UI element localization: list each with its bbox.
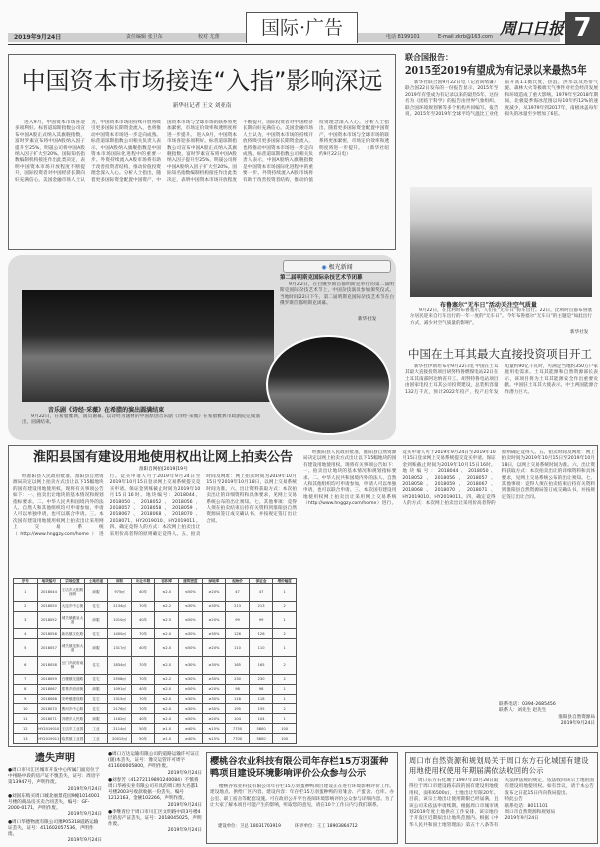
lead-body [15,120,389,244]
table-cell: 20015㎡ [108,734,132,744]
table-cell: 2018059 [37,674,61,684]
lead-text: 进入9月，中国资本市场喜迎多项利好。标普道琼斯指数公司宣布中国A股正式纳入其旗舰指数，富时罗素宣布将中国A股纳入因子提升至25%，明晟公司将中国A股纳入因子扩大至20%。国际知名指数编制机构接连作出此类决定，表明中国资本市场开放程度不断提升，国际投资者对中国经济长期向好充满信心。美国金融市场人士认为，中国资本市场的持续开放将吸引更多国际长期资金流入，也将推动中国资本市场进一步走向成熟。标普道琼斯指数公司相关负责人表示，中国A股纳入旗舰指数是中国资本市场国际化进程中的重要一步。外资持续流入A股市场将有助于改善投资者结构，推动价值投资理念深入人心。分析人士指出，随着更多国际资金配置中国资产，中国资本市场与全球市场的联系将更加紧密，市场定价效率和透明度将进一步提升。 [15,120,237,183]
table-cell: 2 [273,704,297,714]
table-cell: 110 [226,639,250,657]
lost-notice-item [8,768,102,793]
email: E-mail zkrb@163.com [438,34,493,40]
lost-column-2 [108,752,202,847]
lost-notice-date: 2019年9月24日 [67,786,102,792]
lead-headline: 中国资本市场接连“入指”影响深远 [21,67,383,95]
auction-body-right: 经淮阳县人民政府批准，淮阳县自然资源局决定以网上拍卖方式出让以下15幅地块的国有建设用地使用权。现将有关事项公告如下：一、拍卖出让地块的基本情况和规划指标要求。二、中华人民共和国境内外的法人、自然人和其他组织均可申请参加，申请人可以单独申请，也可以联合申请。三、本次国有建设用地使用权网上拍卖出让采用网上交易系统（http://www.hnggzy.com/home）进行。竞买申请人可于2019年9月24日至2019年10月15日登录网上交易系统提交竞买申请。保证金到账截止时间为2019年10月15日16时。地块编号：2018044、2018050、2018052、2018056、2018057、2018058、2018059、2018067、2018068、2018070、2018071、HY2019010、HY2019011。四、确定竞得人的方式：本次网上拍卖出让采用价高者得的原则确定竞得人。五、拍卖时间及网址：网上拍卖时间为2019年10月15日至2019年10月18日，以网上交易系统时间为准。六、出让资料获取方式：本次拍卖出让的详细资料和具体要求，见网上交易系统公布的出让须知。七、其他事项：竞得人须在拍卖结束后持有关资料到淮阳县自然资源局签订成交确认书，并按规定签订出让合同。 [303,450,595,507]
table-header-cell: 起始价 [226,579,250,584]
table-cell: 1010㎡ [108,611,132,629]
section-title: 国际·广告 [246,12,358,43]
duck-body: 樱桃谷农业科技有限公司年存栏15万羽蛋种鸭项目建设正在进行环境影响评价工作。建设地点、供给厂区内容、建设内容：年存栏15万羽蛋种鸭的育雏舍、产蛋舍、仓库、办公室、职工宿舍等配套设施。可在政府公开平台查阅环境影响评价公众参与详细内容。为了让大家了解本项目可能产生的影响，听取您的意见，请在10个工作日内与我们联系。 [210,784,394,809]
table-cell: 郑集乡府前街 [61,684,85,694]
table-cell: 4 [14,629,38,639]
table-cell: 2176㎡ [108,704,132,714]
table-cell: 商服 [84,611,108,629]
table-cell: 13 [14,734,38,744]
table-cell: 8 [14,684,38,694]
editor: 责任编辑 张卫东 [126,34,163,40]
table-cell: 975㎡ [108,584,132,602]
table-cell: 195 [226,704,250,714]
table-cell: 104 [249,714,273,724]
table-cell: 99 [226,611,250,629]
table-header-cell: 序号 [14,579,38,584]
news-badge [283,260,391,273]
badge-logo-icon: ◉ [321,264,329,271]
header-rule [8,44,600,45]
table-cell: 2114㎡ [108,724,132,734]
table-cell: 1 [273,584,297,602]
table-cell: ≤30% [179,657,203,675]
table-cell: 40年 [131,714,155,724]
table-cell: 7 [14,674,38,684]
issue-date: 2019年9月24日 [14,34,62,41]
turkey-headline: 中国在土耳其最大直接投资项目开工 [408,347,592,361]
auction-phone: 联系电话：0394-2685456 [499,702,556,707]
duck-contact-builder: 建设单位：卫总 18031703919 [218,824,281,829]
table-cell: ≥30% [202,657,226,675]
lost-notice-text: ●周口万达运输有限公司的道路运输许可证正(副)本丢失，证号：豫交运管许可周字411600005800，声明作废。 [108,752,200,770]
table-header-cell: 容积率 [155,579,179,584]
table-cell: 70年 [131,694,155,704]
table-cell: 住宅 [84,674,108,684]
table-cell: 2018067 [37,684,61,694]
table-cell: 商服 [84,684,108,694]
table-cell: 70年 [131,674,155,684]
table-body [14,584,297,744]
table-header-cell: 面积 [108,579,132,584]
table-cell: ≥30% [202,674,226,684]
lead-byline: 新华社记者 王文 刘亚南 [172,103,232,109]
table-cell: ≤2.0 [155,639,179,657]
table-header-cell: 保证金 [249,579,273,584]
table-cell: ≥30% [202,704,226,714]
table-cell: 2018071 [37,714,61,724]
table-cell: 1315㎡ [108,694,132,704]
table-cell: 99 [249,611,273,629]
turkey-body: 新华社伊斯坦布尔9月22日电 中国在土耳其最大直接投资项目胡努特鲁燃煤电站22日在土耳其南部阿达纳省开工。胡努特鲁电站项目由国家电投土耳其公司投资建设，总装机容量132万千瓦，预计2022年投产，投产后年发电量约90亿千瓦时，可满足当地约350万户家庭用电需求。土耳其能源和自然资源部长表示，该项目将为土耳其能源安全作出重要贡献。中国驻土耳其大使表示，中土两国能源合作潜力巨大。 [405,364,598,395]
page-number: 7 [565,12,600,44]
zhoukou-date: 2019年9月24日 [504,816,539,822]
table-cell: ≥20% [202,584,226,602]
table-cell: 213 [249,601,273,611]
table-cell: ≤2.0 [155,657,179,675]
table-cell: 3 [14,611,38,629]
lost-notice-date: 2019年9月24日 [67,838,102,844]
table-cell: ≥1.0 [155,734,179,744]
table-cell: 118 [249,694,273,704]
table-cell: 大连乡中心街 [61,601,85,611]
table-cell: 2018068 [37,694,61,704]
table-cell: 40年 [131,639,155,657]
table-cell: 2 [273,674,297,684]
table-cell: 住宅 [84,657,108,675]
table-cell: 5800 [249,724,273,734]
lost-notice-text: ●李继青位于周口市川汇区文明路中段3号楼4层的房产证丢失，证号：2018045025，声明作废。 [108,809,202,828]
lead-article [8,54,396,250]
table-cell: 50年 [131,734,155,744]
table-cell: 165 [226,657,250,675]
table-row [14,694,297,704]
duck-title: 樱桃谷农业科技有限公司年存栏15万羽蛋种鸭项目建设环境影响评价公众参与公示 [210,756,389,779]
table-cell: ≤50% [179,684,203,694]
table-row [14,724,297,734]
table-row [14,684,297,694]
table-cell: 1162㎡ [108,714,132,724]
zhoukou-text: 周口东方石化城于1997年10月28日取得位于周口市建设路东段的国有建设用地使用权，面积6500㎡，土地出让年限20年。目前，该宗土地出让使用期限已经届满，且该公司未依法申请续期。根据周口市城市规划2019年度土地供应工作安排，该宗地位于开发区近期拟出让地块范围内。根据《中华人民共和国土地管理法》第五十八条等有关法律法规的规定，依法收回该宗土地的国有建设用地使用权。如有异议，请于本公告发布之日起15日内向我局提出。 [409,778,594,828]
auction-date: 2019年9月24日 [560,721,595,727]
lost-notice-text: ●周口市川汇区城市开发中心所属门面房位于中州路中段的房产证不慎丢失，证号：周房字第13947号，声明作废。 [8,768,100,786]
table-cell: 98 [249,684,273,694]
auction-table [13,578,297,744]
table-cell: ≤30% [179,629,203,639]
table-cell: 40年 [131,611,155,629]
table-cell: 工业 [84,724,108,734]
table-cell: 城关镇羲皇大道 [61,611,85,629]
bike-caption: 9月22日，在比利时布鲁塞尔，人们在“无车日”骑车出行。22日，比利时首都布鲁塞尔居民迎来自行车出行的一年一度的“无车日”。今年布鲁塞尔“无车日”的主题是“如此出行方式，减少对空气质量的影响”。 [410,308,592,326]
table-cell: ≤2.2 [155,674,179,684]
table-cell: 2 [14,601,38,611]
table-cell: 70年 [131,629,155,639]
table-header-cell: 出让年限 [131,579,155,584]
table-cell: 70年 [131,657,155,675]
table-row [14,714,297,724]
table-cell: HY2019011 [37,734,61,744]
table-cell: 商服 [84,639,108,657]
table-cell: 5 [14,639,38,657]
photo-feature [8,255,396,440]
table-cell: 70年 [131,601,155,611]
table-cell: ≥40% [179,724,203,734]
auction-notice [8,445,598,747]
table-cell: 230 [226,674,250,684]
table-cell: ≥30% [202,601,226,611]
table-cell: 1317㎡ [108,639,132,657]
lost-notice-item [108,778,202,809]
table-cell: ≤50% [179,639,203,657]
lost-notice-date: 2019年9月24日 [67,812,102,818]
table-cell: 1 [273,714,297,724]
table-cell: ≤2.0 [155,684,179,694]
table-cell: ≤2.0 [155,694,179,704]
table-cell: 临蔡镇工业园 [61,734,85,744]
table-cell: 110 [249,639,273,657]
table-cell: ≤50% [179,714,203,724]
table-cell: 165 [249,657,273,675]
lost-notices [8,752,202,847]
side-title: 第二届明斯克国际杂技艺术节闭幕 [280,275,363,281]
zhoukou-phone: 联系电话：8011101 [504,803,548,809]
table-cell: ≤30% [179,674,203,684]
table-cell: 100 [273,734,297,744]
table-cell: 2018070 [37,704,61,714]
table-header-cell: 建筑密度 [179,579,203,584]
table-cell: 1 [273,684,297,694]
bike-caption-title: 布鲁塞尔“无车日”活动关注空气质量 [440,302,537,309]
lost-notice-date: 2019年9月24日 [167,770,202,776]
side-text: 9月22日，在白俄罗斯首都明斯克举行的第二届明斯克国际杂技艺术节上，中国杂技演员参加颁奖仪式。当地时间22日下午，第二届明斯克国际杂技艺术节在白俄罗斯首都明斯克闭幕。 [280,282,394,307]
table-cell: 王店乡大阳路西侧 [61,584,85,602]
table-row [14,584,297,602]
table-cell: ≥20% [202,639,226,657]
table-cell: ≤2.0 [155,629,179,639]
table-cell: ≤2.0 [155,704,179,714]
table-cell: ≤2.0 [155,714,179,724]
table-cell: ≤30% [179,601,203,611]
table-cell: 2134㎡ [108,601,132,611]
bike-credit: 新华社发 [570,330,589,335]
phone: 电话 8199101 [386,34,420,40]
zhoukou-title: 周口市自然资源和规划局关于周口东方石化城国有建设用地使用权使用年期届满依法收回的公示 [409,756,589,775]
auction-org: 淮阳县自然资源局 [558,714,595,720]
table-cell: 2018044 [37,584,61,602]
table-cell: ≥40% [179,734,203,744]
table-header-cell: 绿地率 [202,579,226,584]
table-cell: 213 [226,601,250,611]
table-row [14,629,297,639]
table-cell: 10 [14,704,38,714]
zhoukou-body [409,778,594,840]
table-cell: ≥1.0 [155,724,179,734]
feature-caption-title: 音乐剧《诗经·采薇》在希腊的演出圆满结束 [48,407,165,414]
proofreader: 校对 尤蕾 [198,34,220,40]
table-cell: ≥30% [202,629,226,639]
table-cell: 7700 [226,734,250,744]
table-cell: 豆门乡政府南侧 [61,657,85,675]
table-cell: 47 [226,584,250,602]
lost-notice-text: ●刘春芳（41272119891240084）不慎将周口华裕实业有限公司开具的周口恒大名都1号楼2003号收款收据一份丢失，编号1212163，金额102266，声明作废。 [108,777,199,802]
table-header-cell: 土地用途 [84,579,108,584]
table-cell: 曹河乡中心路 [61,704,85,714]
table-row [14,674,297,684]
table-cell: 商服 [84,714,108,724]
table-cell: 安岭镇建设路 [61,694,85,704]
table-row [14,639,297,657]
table-cell: ≥20% [202,611,226,629]
table-cell: ≥20% [202,684,226,694]
table-cell: 住宅 [84,694,108,704]
lost-notice-item [108,752,202,777]
table-cell: 住宅 [84,601,108,611]
table-cell: 118 [226,694,250,704]
table-cell: 2 [273,657,297,675]
lost-notice-text: ●刘国东购买周口城北丽景花园9幢1014001号楼的商品房买卖合同丢失，编号：GF-2000-0171，声明作废。 [8,793,100,812]
auction-contact [499,702,595,728]
table-cell: 5800 [249,734,273,744]
table-cell: ≤15% [202,724,226,734]
lost-title: 遗失声明 [35,753,75,764]
un-body: 新华社联合国9月22日电（记者尚绪谦）联合国22日发布的一份报告显示，2015年至2019年有望成为有记录以来的最热5年。这份名为《团结于科学》的报告由世界气象组织、联合国环境规划署等多个机构共同编写。报告说，2015年至2019年全球平均气温比工业化前升高1.1摄氏度，热浪、洪水以及热带气旋、森林大火等极端天气事件对社会经济发展和环境造成了重大影响。1979年至2018年期间，北极夏季海冰范围以每10年约12%的速度减少，从1979年到2017年，南极冰盖每年损失的冰量至少增加了6倍。 [405,80,598,118]
table-cell: ≤50% [179,584,203,602]
table-cell: 住宅 [84,704,108,714]
table-cell: 11 [14,714,38,724]
bike-photo [410,187,592,297]
badge-label: 极光新闻 [328,264,353,271]
table-cell: 98 [226,684,250,694]
table-cell: 王店乡工业园 [61,724,85,734]
auction-body-left: 经淮阳县人民政府批准，淮阳县自然资源局决定以网上拍卖方式出让以下15幅地块的国有建设用地使用权。现将有关事项公告如下：一、拍卖出让地块的基本情况和规划指标要求。二、中华人民共和国境内外的法人、自然人和其他组织均可申请参加，申请人可以单独申请，也可以联合申请。三、本次国有建设用地使用权网上拍卖出让采用网上交易系统（http://www.hnggzy.com/home）进行。竞买申请人可于2019年9月24日至2019年10月15日登录网上交易系统提交竞买申请。保证金到账截止时间为2019年10月15日16时。地块编号：2018044、2018050、2018052、2018056、2018057、2018058、2018059、2018067、2018068、2018070、2018071、HY2019010、HY2019011。四、确定竞得人的方式：本次网上拍卖出让采用价高者得的原则确定竞得人。五、拍卖时间及网址：网上拍卖时间为2019年10月15日至2019年10月18日，以网上交易系统时间为准。六、出让资料获取方式：本次拍卖出让的详细资料和具体要求，见网上交易系统公布的出让须知。七、其他事项：竞得人须在拍卖结束后持有关资料到淮阳县自然资源局签订成交确认书，并按规定签订出让合同。 [13,474,297,537]
table-cell: 2018058 [37,657,61,675]
table-row [14,734,297,744]
side-credit: 新华社发 [358,317,377,322]
table-cell: ≤50% [179,611,203,629]
duck-contact-evaluator: 环评单位：王工 18903864712 [294,824,358,829]
lost-notice-item [8,820,102,845]
table-cell: 40年 [131,584,155,602]
table-cell: ≤30% [179,694,203,704]
lost-notice-item [108,810,202,835]
newspaper-logo: 周口日报 [500,19,565,38]
table-cell: ≤15% [202,734,226,744]
table-cell: 47 [249,584,273,602]
feature-caption: 9月22日，在希腊雅典，演员谢幕。以诗经为题材的中国原创音乐剧《诗经·采薇》在希腊雅典市政剧院完成演出，圆满结束。 [22,414,260,426]
table-cell: 1 [273,639,297,657]
table-cell: ≤2.5 [155,611,179,629]
table-cell: 冯塘乡人民路 [61,714,85,724]
zhoukou-org: 周口市自然资源和规划局 [504,810,556,816]
un-kicker: 联合国报告： [405,52,453,62]
table-cell: 新站镇文化路 [61,629,85,639]
table-header-cell: 增价幅度 [273,579,297,584]
table-cell: ≤2.0 [155,584,179,602]
table-cell: 1 [14,584,38,602]
table-cell: ≥20% [202,714,226,724]
un-headline: 2015至2019有望成为有记录以来最热5年 [405,63,587,77]
lost-column-1 [8,752,102,847]
zhoukou-closing: 特此公告 [504,797,523,803]
lost-notice-item [8,794,102,819]
table-cell: 商服 [84,584,108,602]
table-cell: 126 [226,629,250,639]
table-cell: 7750 [226,724,250,734]
duck-contacts [210,824,394,830]
table-row [14,601,297,611]
table-cell: 1 [273,694,297,704]
table-cell: 住宅 [84,629,108,639]
table-cell: 城关镇龙都大道 [61,639,85,657]
table-cell: ≥30% [202,694,226,704]
lost-notice-text: ●周口华德物流有限公司豫P05318道路运输证丢失，证号：411602057536，声明作废。 [8,819,99,838]
lost-notice-date: 2019年9月24日 [167,802,202,808]
table-cell: 2018050 [37,601,61,611]
table-cell: 工业 [84,734,108,744]
table-cell: 1 [273,611,297,629]
table-cell: ≤30% [179,704,203,714]
table-row [14,611,297,629]
lead-text-cont: 进入9月，中国资本市场喜迎多项利好。标普道琼斯指数公司宣布中国A股正式纳入其旗舰指数，富时罗素宣布将中国A股纳入因子提升至25%，明晟公司将中国A股纳入因子扩大至20%。国际知名指数编制机构接连作出此类决定，表明中国资本市场开放程度不断提升，国际投资者对中国经济长期向好充满信心。美国金融市场人士认为，中国资本市场的持续开放将吸引更多国际长期资金流入，也将推动中国资本市场进一步走向成熟。标普道琼斯指数公司相关负责人表示，中国A股纳入旗舰指数是中国资本市场国际化进程中的重要一步。外资持续流入A股市场将有助于改善投资者结构，推动价值投资理念深入人心。分析人士指出，随着更多国际资金配置中国资产，中国资本市场与全球市场的联系将更加紧密，市场定价效率和透明度将进一步提升。 [167,120,389,183]
table-cell: 2558㎡ [108,674,132,684]
table-cell: 100 [273,724,297,734]
table-cell: 12 [14,724,38,734]
table-header-cell: 地块编号 [37,579,61,584]
table-cell: 2018057 [37,639,61,657]
table-cell: 230 [249,674,273,684]
table-cell: 1834㎡ [108,657,132,675]
table-cell: 40年 [131,684,155,694]
lost-notice-date: 2019年9月24日 [167,828,202,834]
table-cell: 6 [14,657,38,675]
table-cell: 50年 [131,724,155,734]
table-cell: 白楼镇交通路 [61,674,85,684]
table-cell: 2018052 [37,611,61,629]
table-cell: 2018056 [37,629,61,639]
table-cell: 70年 [131,704,155,714]
auction-person: 联系人：刘先生 赵先生 [499,708,547,714]
table-cell: 126 [249,629,273,639]
acrobat-photo [266,335,391,435]
table-row [14,704,297,714]
table-cell: 1400㎡ [108,629,132,639]
table-cell: 195 [249,704,273,714]
auction-number: 淮阳自网拍[2019]19号 [139,467,188,472]
table-header-cell: 宗地位置 [61,579,85,584]
table-cell: HY2019010 [37,724,61,734]
lead-source: （新华社纽约9月22日电） [319,145,389,158]
table-cell: 9 [14,694,38,704]
table-cell: ≤2.2 [155,601,179,611]
table-cell: 2 [273,601,297,611]
table-cell: 104 [226,714,250,724]
table-cell: 2 [273,629,297,639]
opera-photo [22,290,274,402]
zhoukou-notice [405,752,598,844]
auction-title: 淮阳县国有建设用地使用权出让网上拍卖公告 [33,450,294,465]
table-cell: 1091㎡ [108,684,132,694]
table-row [14,657,297,675]
duck-notice [206,752,398,844]
